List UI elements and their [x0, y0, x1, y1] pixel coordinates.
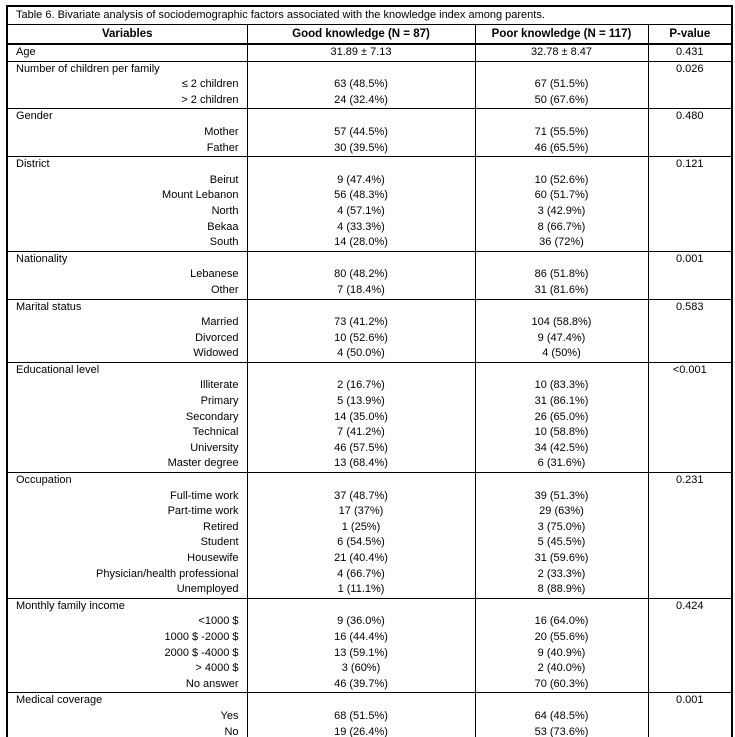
poor-knowledge-cell: 29 (63%) [475, 504, 648, 520]
p-value-cell: 0.480 [648, 109, 732, 125]
p-value-cell [648, 425, 732, 441]
p-value-cell [648, 141, 732, 157]
good-knowledge-cell [247, 473, 475, 489]
good-knowledge-cell: 4 (50.0%) [247, 346, 475, 362]
table-title: Table 6. Bivariate analysis of sociodemographic factors associated with the knowledge index among parents. [7, 6, 732, 25]
poor-knowledge-cell: 34 (42.5%) [475, 441, 648, 457]
variable-sub-label: Physician/health professional [7, 567, 247, 583]
good-knowledge-cell: 31.89 ± 7.13 [247, 44, 475, 61]
variable-group-label: Marital status [7, 299, 247, 315]
p-value-cell [648, 125, 732, 141]
good-knowledge-cell: 1 (25%) [247, 520, 475, 536]
item-row [7, 125, 732, 141]
good-knowledge-cell: 9 (36.0%) [247, 614, 475, 630]
good-knowledge-cell: 80 (48.2%) [247, 267, 475, 283]
good-knowledge-cell: 16 (44.4%) [247, 630, 475, 646]
good-knowledge-cell: 21 (40.4%) [247, 551, 475, 567]
p-value-cell [648, 709, 732, 725]
variable-sub-label: Father [7, 141, 247, 157]
p-value-cell [648, 394, 732, 410]
good-knowledge-cell: 57 (44.5%) [247, 125, 475, 141]
poor-knowledge-cell [475, 61, 648, 77]
poor-knowledge-cell: 64 (48.5%) [475, 709, 648, 725]
good-knowledge-cell: 13 (59.1%) [247, 646, 475, 662]
item-row [7, 220, 732, 236]
item-row [7, 378, 732, 394]
item-row [7, 267, 732, 283]
table-header-row [7, 25, 732, 45]
variable-sub-label: > 2 children [7, 93, 247, 109]
poor-knowledge-cell: 36 (72%) [475, 235, 648, 251]
variable-sub-label: 2000 $ -4000 $ [7, 646, 247, 662]
item-row [7, 677, 732, 693]
item-row [7, 410, 732, 426]
variable-sub-label: Bekaa [7, 220, 247, 236]
group-row [7, 299, 732, 315]
item-row [7, 173, 732, 189]
column-header-poor-knowledge: Poor knowledge (N = 117) [475, 25, 648, 45]
group-row [7, 251, 732, 267]
item-row [7, 346, 732, 362]
variable-group-label: Gender [7, 109, 247, 125]
p-value-cell: 0.001 [648, 251, 732, 267]
good-knowledge-cell: 4 (57.1%) [247, 204, 475, 220]
good-knowledge-cell: 6 (54.5%) [247, 535, 475, 551]
bivariate-table [6, 5, 733, 737]
variable-sub-label: Part-time work [7, 504, 247, 520]
item-row [7, 630, 732, 646]
item-row [7, 331, 732, 347]
good-knowledge-cell: 46 (39.7%) [247, 677, 475, 693]
item-row [7, 441, 732, 457]
poor-knowledge-cell: 86 (51.8%) [475, 267, 648, 283]
poor-knowledge-cell: 9 (47.4%) [475, 331, 648, 347]
p-value-cell: 0.424 [648, 598, 732, 614]
variable-group-label: Occupation [7, 473, 247, 489]
poor-knowledge-cell: 53 (73.6%) [475, 725, 648, 737]
table-title-row [7, 6, 732, 25]
p-value-cell: 0.231 [648, 473, 732, 489]
item-row [7, 141, 732, 157]
variable-sub-label: Widowed [7, 346, 247, 362]
poor-knowledge-cell: 31 (59.6%) [475, 551, 648, 567]
p-value-cell [648, 504, 732, 520]
variable-sub-label: Mount Lebanon [7, 188, 247, 204]
poor-knowledge-cell [475, 693, 648, 709]
item-row [7, 582, 732, 598]
p-value-cell [648, 235, 732, 251]
poor-knowledge-cell [475, 157, 648, 173]
poor-knowledge-cell [475, 473, 648, 489]
variable-sub-label: Illiterate [7, 378, 247, 394]
p-value-cell [648, 441, 732, 457]
group-row [7, 109, 732, 125]
poor-knowledge-cell: 39 (51.3%) [475, 489, 648, 505]
poor-knowledge-cell [475, 598, 648, 614]
p-value-cell: 0.431 [648, 44, 732, 61]
variable-sub-label: <1000 $ [7, 614, 247, 630]
good-knowledge-cell: 37 (48.7%) [247, 489, 475, 505]
p-value-cell [648, 220, 732, 236]
item-row [7, 551, 732, 567]
poor-knowledge-cell: 3 (75.0%) [475, 520, 648, 536]
p-value-cell [648, 582, 732, 598]
item-row [7, 394, 732, 410]
p-value-cell [648, 346, 732, 362]
good-knowledge-cell: 2 (16.7%) [247, 378, 475, 394]
poor-knowledge-cell [475, 362, 648, 378]
good-knowledge-cell [247, 109, 475, 125]
poor-knowledge-cell: 31 (81.6%) [475, 283, 648, 299]
column-header-good-knowledge: Good knowledge (N = 87) [247, 25, 475, 45]
group-row [7, 473, 732, 489]
poor-knowledge-cell: 46 (65.5%) [475, 141, 648, 157]
group-row [7, 157, 732, 173]
p-value-cell [648, 725, 732, 737]
variable-sub-label: North [7, 204, 247, 220]
good-knowledge-cell: 10 (52.6%) [247, 331, 475, 347]
group-row [7, 362, 732, 378]
good-knowledge-cell: 30 (39.5%) [247, 141, 475, 157]
good-knowledge-cell: 7 (41.2%) [247, 425, 475, 441]
poor-knowledge-cell: 8 (66.7%) [475, 220, 648, 236]
good-knowledge-cell [247, 61, 475, 77]
poor-knowledge-cell: 2 (40.0%) [475, 661, 648, 677]
poor-knowledge-cell [475, 299, 648, 315]
p-value-cell: 0.121 [648, 157, 732, 173]
variable-group-label: Age [7, 44, 247, 61]
p-value-cell [648, 677, 732, 693]
poor-knowledge-cell: 71 (55.5%) [475, 125, 648, 141]
good-knowledge-cell [247, 598, 475, 614]
group-row [7, 693, 732, 709]
item-row [7, 315, 732, 331]
item-row [7, 188, 732, 204]
poor-knowledge-cell: 26 (65.0%) [475, 410, 648, 426]
p-value-cell [648, 551, 732, 567]
variable-sub-label: No [7, 725, 247, 737]
variable-sub-label: University [7, 441, 247, 457]
p-value-cell [648, 535, 732, 551]
poor-knowledge-cell: 10 (83.3%) [475, 378, 648, 394]
poor-knowledge-cell: 32.78 ± 8.47 [475, 44, 648, 61]
p-value-cell: 0.583 [648, 299, 732, 315]
good-knowledge-cell: 3 (60%) [247, 661, 475, 677]
item-row [7, 93, 732, 109]
p-value-cell [648, 173, 732, 189]
p-value-cell [648, 204, 732, 220]
p-value-cell: 0.001 [648, 693, 732, 709]
poor-knowledge-cell: 4 (50%) [475, 346, 648, 362]
poor-knowledge-cell: 10 (58.8%) [475, 425, 648, 441]
variable-sub-label: Lebanese [7, 267, 247, 283]
item-row [7, 520, 732, 536]
p-value-cell [648, 378, 732, 394]
good-knowledge-cell: 19 (26.4%) [247, 725, 475, 737]
poor-knowledge-cell: 5 (45.5%) [475, 535, 648, 551]
p-value-cell [648, 267, 732, 283]
variable-sub-label: Yes [7, 709, 247, 725]
poor-knowledge-cell: 9 (40.9%) [475, 646, 648, 662]
good-knowledge-cell: 46 (57.5%) [247, 441, 475, 457]
variable-sub-label: 1000 $ -2000 $ [7, 630, 247, 646]
poor-knowledge-cell: 20 (55.6%) [475, 630, 648, 646]
group-row [7, 44, 732, 61]
variable-group-label: Educational level [7, 362, 247, 378]
item-row [7, 456, 732, 472]
variable-sub-label: Married [7, 315, 247, 331]
good-knowledge-cell [247, 693, 475, 709]
item-row [7, 425, 732, 441]
good-knowledge-cell: 5 (13.9%) [247, 394, 475, 410]
variable-group-label: Medical coverage [7, 693, 247, 709]
good-knowledge-cell: 17 (37%) [247, 504, 475, 520]
p-value-cell [648, 77, 732, 93]
good-knowledge-cell: 73 (41.2%) [247, 315, 475, 331]
item-row [7, 504, 732, 520]
p-value-cell [648, 489, 732, 505]
good-knowledge-cell: 56 (48.3%) [247, 188, 475, 204]
p-value-cell [648, 283, 732, 299]
variable-sub-label: Housewife [7, 551, 247, 567]
p-value-cell [648, 93, 732, 109]
item-row [7, 283, 732, 299]
variable-sub-label: Other [7, 283, 247, 299]
p-value-cell [648, 646, 732, 662]
p-value-cell [648, 630, 732, 646]
p-value-cell [648, 331, 732, 347]
poor-knowledge-cell: 60 (51.7%) [475, 188, 648, 204]
variable-group-label: Number of children per family [7, 61, 247, 77]
variable-sub-label: Full-time work [7, 489, 247, 505]
good-knowledge-cell: 14 (28.0%) [247, 235, 475, 251]
poor-knowledge-cell: 104 (58.8%) [475, 315, 648, 331]
group-row [7, 598, 732, 614]
item-row [7, 204, 732, 220]
poor-knowledge-cell: 10 (52.6%) [475, 173, 648, 189]
poor-knowledge-cell [475, 251, 648, 267]
poor-knowledge-cell: 67 (51.5%) [475, 77, 648, 93]
poor-knowledge-cell: 50 (67.6%) [475, 93, 648, 109]
variable-sub-label: Mother [7, 125, 247, 141]
good-knowledge-cell [247, 362, 475, 378]
variable-sub-label: Unemployed [7, 582, 247, 598]
item-row [7, 567, 732, 583]
poor-knowledge-cell: 6 (31.6%) [475, 456, 648, 472]
variable-sub-label: No answer [7, 677, 247, 693]
p-value-cell: 0.026 [648, 61, 732, 77]
p-value-cell [648, 661, 732, 677]
good-knowledge-cell [247, 157, 475, 173]
variable-group-label: District [7, 157, 247, 173]
item-row [7, 646, 732, 662]
item-row [7, 709, 732, 725]
good-knowledge-cell: 13 (68.4%) [247, 456, 475, 472]
variable-sub-label: Technical [7, 425, 247, 441]
poor-knowledge-cell: 70 (60.3%) [475, 677, 648, 693]
p-value-cell [648, 567, 732, 583]
good-knowledge-cell: 7 (18.4%) [247, 283, 475, 299]
variable-sub-label: Beirut [7, 173, 247, 189]
p-value-cell [648, 410, 732, 426]
p-value-cell [648, 614, 732, 630]
good-knowledge-cell: 14 (35.0%) [247, 410, 475, 426]
poor-knowledge-cell: 2 (33.3%) [475, 567, 648, 583]
item-row [7, 77, 732, 93]
item-row [7, 614, 732, 630]
poor-knowledge-cell: 31 (86.1%) [475, 394, 648, 410]
p-value-cell [648, 456, 732, 472]
column-header-variables: Variables [7, 25, 247, 45]
poor-knowledge-cell: 3 (42.9%) [475, 204, 648, 220]
good-knowledge-cell [247, 251, 475, 267]
variable-sub-label: Retired [7, 520, 247, 536]
variable-sub-label: > 4000 $ [7, 661, 247, 677]
good-knowledge-cell [247, 299, 475, 315]
variable-sub-label: Master degree [7, 456, 247, 472]
variable-group-label: Monthly family income [7, 598, 247, 614]
p-value-cell [648, 315, 732, 331]
variable-sub-label: Secondary [7, 410, 247, 426]
table-body [7, 44, 732, 737]
item-row [7, 489, 732, 505]
variable-sub-label: South [7, 235, 247, 251]
poor-knowledge-cell [475, 109, 648, 125]
variable-sub-label: Primary [7, 394, 247, 410]
good-knowledge-cell: 63 (48.5%) [247, 77, 475, 93]
good-knowledge-cell: 4 (33.3%) [247, 220, 475, 236]
good-knowledge-cell: 24 (32.4%) [247, 93, 475, 109]
poor-knowledge-cell: 16 (64.0%) [475, 614, 648, 630]
variable-sub-label: ≤ 2 children [7, 77, 247, 93]
item-row [7, 235, 732, 251]
good-knowledge-cell: 1 (11.1%) [247, 582, 475, 598]
variable-group-label: Nationality [7, 251, 247, 267]
variable-sub-label: Divorced [7, 331, 247, 347]
good-knowledge-cell: 4 (66.7%) [247, 567, 475, 583]
p-value-cell: <0.001 [648, 362, 732, 378]
column-header-p-value: P-value [648, 25, 732, 45]
good-knowledge-cell: 9 (47.4%) [247, 173, 475, 189]
good-knowledge-cell: 68 (51.5%) [247, 709, 475, 725]
p-value-cell [648, 520, 732, 536]
item-row [7, 535, 732, 551]
item-row [7, 725, 732, 737]
p-value-cell [648, 188, 732, 204]
item-row [7, 661, 732, 677]
group-row [7, 61, 732, 77]
variable-sub-label: Student [7, 535, 247, 551]
poor-knowledge-cell: 8 (88.9%) [475, 582, 648, 598]
